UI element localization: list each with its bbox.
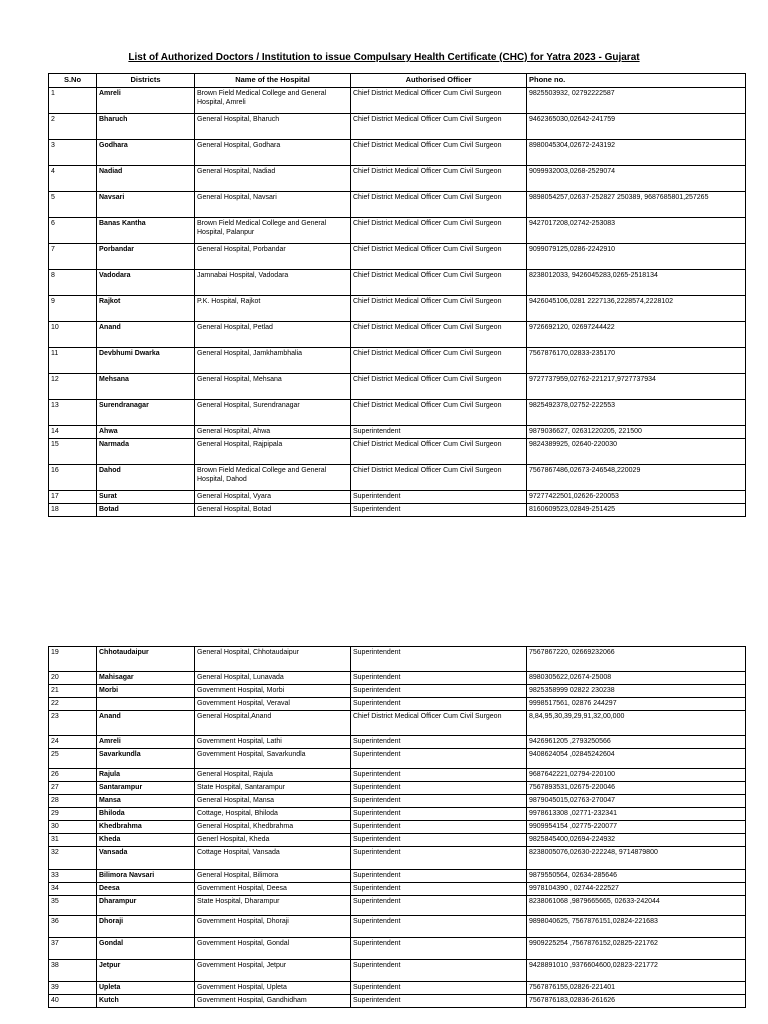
header-officer: Authorised Officer [351,74,527,88]
cell-district: Mahisagar [97,672,195,685]
cell-district: Nadiad [97,166,195,192]
cell-hospital: Government Hospital, Veraval [195,698,351,711]
cell-hospital: General Hospital, Godhara [195,140,351,166]
cell-phone: 8,84,95,30,39,29,91,32,00,000 [527,711,746,736]
cell-district: Deesa [97,883,195,896]
cell-hospital: Government Hospital, Gandhidham [195,995,351,1008]
cell-district: Anand [97,322,195,348]
cell-district: Ahwa [97,426,195,439]
cell-district: Surendranagar [97,400,195,426]
cell-hospital: State Hospital, Santarampur [195,782,351,795]
cell-officer: Superintendent [351,834,527,847]
cell-phone: 9898040625, 7567876151,02824-221683 [527,916,746,938]
cell-sno: 34 [49,883,97,896]
table-row [49,504,746,517]
cell-phone: 9726692120, 02697244422 [527,322,746,348]
cell-hospital: General Hospital, Botad [195,504,351,517]
cell-sno: 24 [49,736,97,749]
cell-phone: 7567893531,02675-220046 [527,782,746,795]
cell-sno: 16 [49,465,97,491]
cell-officer: Superintendent [351,995,527,1008]
cell-officer: Superintendent [351,808,527,821]
cell-district: Khedbrahma [97,821,195,834]
table-row [49,88,746,114]
cell-officer: Chief District Medical Officer Cum Civil Surgeon [351,88,527,114]
table-row [49,140,746,166]
cell-hospital: General Hospital, Vyara [195,491,351,504]
cell-officer: Chief District Medical Officer Cum Civil Surgeon [351,296,527,322]
cell-officer: Chief District Medical Officer Cum Civil Surgeon [351,439,527,465]
cell-district: Bilimora Navsari [97,870,195,883]
header-phone: Phone no. [527,74,746,88]
table-row [49,192,746,218]
cell-hospital: Brown Field Medical College and General Hospital, Amreli [195,88,351,114]
doctors-table-part-1 [48,73,746,517]
cell-hospital: General Hospital,Anand [195,711,351,736]
cell-officer: Superintendent [351,504,527,517]
cell-phone: 9426045106,0281 2227136,2228574,2228102 [527,296,746,322]
table-row [49,896,746,916]
cell-hospital: Government Hospital, Lathi [195,736,351,749]
cell-district: Gondal [97,938,195,960]
table-row [49,685,746,698]
cell-sno: 8 [49,270,97,296]
cell-district: Godhara [97,140,195,166]
cell-phone: 9427017208,02742-253083 [527,218,746,244]
cell-sno: 33 [49,870,97,883]
cell-officer: Superintendent [351,647,527,672]
table-row [49,114,746,140]
cell-sno: 7 [49,244,97,270]
table-row [49,218,746,244]
cell-hospital: General Hospital, Rajpipala [195,439,351,465]
table-row [49,166,746,192]
table-row [49,296,746,322]
table-header-row [49,74,746,88]
cell-hospital: General Hospital, Navsari [195,192,351,218]
cell-phone: 9998517561, 02876 244297 [527,698,746,711]
cell-officer: Chief District Medical Officer Cum Civil Surgeon [351,166,527,192]
cell-sno: 5 [49,192,97,218]
cell-officer: Superintendent [351,847,527,870]
cell-officer: Superintendent [351,795,527,808]
cell-district: Kheda [97,834,195,847]
cell-hospital: General Hospital, Mehsana [195,374,351,400]
cell-phone: 9426961205 ,2793250566 [527,736,746,749]
cell-sno: 14 [49,426,97,439]
header-hospital: Name of the Hospital [195,74,351,88]
cell-hospital: General Hospital, Jamkhambhalia [195,348,351,374]
cell-sno: 12 [49,374,97,400]
cell-sno: 20 [49,672,97,685]
cell-phone: 9825845400,02694-224932 [527,834,746,847]
cell-officer: Superintendent [351,916,527,938]
cell-hospital: General Hospital, Mansa [195,795,351,808]
cell-district: Santarampur [97,782,195,795]
cell-district: Jetpur [97,960,195,982]
table-row [49,834,746,847]
cell-officer: Superintendent [351,769,527,782]
cell-officer: Superintendent [351,896,527,916]
cell-sno: 31 [49,834,97,847]
cell-phone: 9687642221,02794-220100 [527,769,746,782]
cell-phone: 8238005076,02630-222248, 9714879800 [527,847,746,870]
cell-phone: 8238061068 ,9879665665, 02633-242044 [527,896,746,916]
cell-district: Vansada [97,847,195,870]
cell-officer: Chief District Medical Officer Cum Civil Surgeon [351,465,527,491]
table-row [49,270,746,296]
table-row [49,348,746,374]
cell-officer: Superintendent [351,821,527,834]
cell-phone: 9879550564, 02634-285646 [527,870,746,883]
cell-hospital: Jamnabai Hospital, Vadodara [195,270,351,296]
cell-phone: 7567867220, 02669232066 [527,647,746,672]
table-row [49,960,746,982]
cell-district: Mansa [97,795,195,808]
cell-hospital: General Hospital, Chhotaudaipur [195,647,351,672]
cell-sno: 17 [49,491,97,504]
cell-district: Mehsana [97,374,195,400]
cell-phone: 9978613308 ,02771-232341 [527,808,746,821]
cell-phone: 9879045015,02763-270047 [527,795,746,808]
cell-district: Vadodara [97,270,195,296]
cell-district: Chhotaudaipur [97,647,195,672]
table-row [49,736,746,749]
cell-district: Surat [97,491,195,504]
cell-district [97,698,195,711]
cell-hospital: General Hospital, Nadiad [195,166,351,192]
cell-officer: Superintendent [351,672,527,685]
header-district: Districts [97,74,195,88]
cell-district: Porbandar [97,244,195,270]
cell-officer: Chief District Medical Officer Cum Civil Surgeon [351,400,527,426]
cell-district: Rajula [97,769,195,782]
cell-sno: 15 [49,439,97,465]
cell-officer: Chief District Medical Officer Cum Civil Surgeon [351,322,527,348]
cell-sno: 21 [49,685,97,698]
cell-phone: 9879036627, 02631220205, 221500 [527,426,746,439]
cell-phone: 8238012033, 9426045283,0265-2518134 [527,270,746,296]
table-row [49,426,746,439]
cell-hospital: General Hospital, Rajula [195,769,351,782]
cell-sno: 27 [49,782,97,795]
cell-district: Dhoraji [97,916,195,938]
table-row [49,883,746,896]
cell-sno: 38 [49,960,97,982]
cell-sno: 19 [49,647,97,672]
cell-hospital: General Hospital, Bilimora [195,870,351,883]
table-row [49,400,746,426]
cell-hospital: General Hospital, Bharuch [195,114,351,140]
cell-district: Bhiloda [97,808,195,821]
table-row [49,795,746,808]
cell-officer: Chief District Medical Officer Cum Civil Surgeon [351,244,527,270]
cell-sno: 29 [49,808,97,821]
cell-officer: Superintendent [351,749,527,769]
table-row [49,647,746,672]
cell-phone: 8980045304,02672-243192 [527,140,746,166]
cell-hospital: Generl Hospital, Kheda [195,834,351,847]
cell-sno: 2 [49,114,97,140]
cell-hospital: Cottage Hospital, Vansada [195,847,351,870]
table-row [49,982,746,995]
table-row [49,244,746,270]
table-row [49,374,746,400]
cell-district: Devbhumi Dwarka [97,348,195,374]
cell-district: Amreli [97,88,195,114]
cell-phone: 8160609523,02849-251425 [527,504,746,517]
cell-hospital: Brown Field Medical College and General Hospital, Dahod [195,465,351,491]
cell-officer: Chief District Medical Officer Cum Civil Surgeon [351,140,527,166]
cell-phone: 9978104390 , 02744-222527 [527,883,746,896]
cell-phone: 9898054257,02637-252827 250389, 9687685801,257265 [527,192,746,218]
table-row [49,672,746,685]
cell-hospital: P.K. Hospital, Rajkot [195,296,351,322]
cell-sno: 10 [49,322,97,348]
table-row [49,808,746,821]
cell-hospital: Government Hospital, Upleta [195,982,351,995]
cell-hospital: General Hospital, Petlad [195,322,351,348]
cell-sno: 18 [49,504,97,517]
cell-district: Morbi [97,685,195,698]
cell-sno: 1 [49,88,97,114]
cell-sno: 35 [49,896,97,916]
table-row [49,938,746,960]
cell-officer: Superintendent [351,736,527,749]
table-row [49,870,746,883]
cell-hospital: Government Hospital, Gondal [195,938,351,960]
cell-phone: 9428891010 ,9376604600,02823-221772 [527,960,746,982]
cell-hospital: Government Hospital, Deesa [195,883,351,896]
cell-officer: Chief District Medical Officer Cum Civil Surgeon [351,270,527,296]
cell-officer: Chief District Medical Officer Cum Civil Surgeon [351,374,527,400]
cell-district: Bharuch [97,114,195,140]
cell-sno: 6 [49,218,97,244]
table-row [49,465,746,491]
cell-hospital: General Hospital, Lunavada [195,672,351,685]
table-row [49,916,746,938]
cell-officer: Chief District Medical Officer Cum Civil Surgeon [351,348,527,374]
cell-phone: 9099932003,0268-2529074 [527,166,746,192]
cell-sno: 11 [49,348,97,374]
cell-phone: 9408624054 ,02845242604 [527,749,746,769]
table-row [49,847,746,870]
doctors-table-part-2 [48,646,746,1008]
cell-phone: 7567867486,02673-246548,220029 [527,465,746,491]
table-row [49,322,746,348]
cell-phone: 9909954154 ,02775-220077 [527,821,746,834]
cell-district: Savarkundla [97,749,195,769]
cell-phone: 97277422501,02626-220053 [527,491,746,504]
cell-phone: 9825492378,02752-222553 [527,400,746,426]
cell-district: Botad [97,504,195,517]
cell-phone: 7567876170,02833-235170 [527,348,746,374]
cell-officer: Superintendent [351,491,527,504]
cell-officer: Superintendent [351,960,527,982]
table-row [49,439,746,465]
cell-phone: 9462365030,02642-241759 [527,114,746,140]
cell-sno: 25 [49,749,97,769]
cell-phone: 9825358999 02822 230238 [527,685,746,698]
cell-hospital: Government Hospital, Dhoraji [195,916,351,938]
table-row [49,769,746,782]
table-row [49,821,746,834]
cell-hospital: General Hospital, Surendranagar [195,400,351,426]
cell-officer: Superintendent [351,782,527,795]
cell-officer: Chief District Medical Officer Cum Civil Surgeon [351,114,527,140]
cell-sno: 3 [49,140,97,166]
cell-officer: Superintendent [351,698,527,711]
cell-phone: 7567876183,02836-261626 [527,995,746,1008]
cell-sno: 36 [49,916,97,938]
cell-hospital: General Hospital, Ahwa [195,426,351,439]
cell-phone: 9824389925, 02640-220030 [527,439,746,465]
document-title: List of Authorized Doctors / Institution to issue Compulsary Health Certificate (CHC) for Yatra 2023 - Gujarat [128,52,640,63]
cell-hospital: Brown Field Medical College and General Hospital, Palanpur [195,218,351,244]
cell-officer: Superintendent [351,938,527,960]
cell-hospital: Government Hospital, Savarkundla [195,749,351,769]
cell-district: Navsari [97,192,195,218]
cell-hospital: State Hospital, Dharampur [195,896,351,916]
cell-phone: 8980305622,02674-25008 [527,672,746,685]
cell-sno: 26 [49,769,97,782]
cell-sno: 13 [49,400,97,426]
cell-phone: 9909225254 ,7567876152,02825-221762 [527,938,746,960]
cell-officer: Superintendent [351,870,527,883]
table-row [49,782,746,795]
cell-sno: 4 [49,166,97,192]
table-row [49,711,746,736]
cell-officer: Superintendent [351,426,527,439]
cell-officer: Chief District Medical Officer Cum Civil Surgeon [351,192,527,218]
cell-officer: Chief District Medical Officer Cum Civil Surgeon [351,218,527,244]
cell-district: Amreli [97,736,195,749]
cell-sno: 28 [49,795,97,808]
cell-district: Dahod [97,465,195,491]
cell-hospital: Cottage, Hospital, Bhiloda [195,808,351,821]
cell-phone: 9825503932, 02792222587 [527,88,746,114]
header-sno: S.No [49,74,97,88]
cell-district: Banas Kantha [97,218,195,244]
cell-sno: 37 [49,938,97,960]
cell-hospital: Government Hospital, Morbi [195,685,351,698]
cell-sno: 39 [49,982,97,995]
cell-hospital: General Hospital, Khedbrahma [195,821,351,834]
cell-district: Kutch [97,995,195,1008]
cell-district: Rajkot [97,296,195,322]
cell-phone: 7567876155,02826-221401 [527,982,746,995]
cell-sno: 30 [49,821,97,834]
cell-district: Upleta [97,982,195,995]
cell-district: Dharampur [97,896,195,916]
cell-district: Anand [97,711,195,736]
cell-sno: 9 [49,296,97,322]
cell-hospital: General Hospital, Porbandar [195,244,351,270]
table-row [49,698,746,711]
cell-officer: Superintendent [351,982,527,995]
cell-phone: 9099079125,0286-2242910 [527,244,746,270]
cell-hospital: Government Hospital, Jetpur [195,960,351,982]
cell-phone: 9727737959,02762-221217,9727737934 [527,374,746,400]
cell-sno: 23 [49,711,97,736]
cell-officer: Superintendent [351,685,527,698]
cell-sno: 22 [49,698,97,711]
cell-officer: Superintendent [351,883,527,896]
table-row [49,749,746,769]
table-row [49,995,746,1008]
cell-officer: Chief District Medical Officer Cum Civil Surgeon [351,711,527,736]
cell-district: Narmada [97,439,195,465]
table-row [49,491,746,504]
cell-sno: 40 [49,995,97,1008]
cell-sno: 32 [49,847,97,870]
